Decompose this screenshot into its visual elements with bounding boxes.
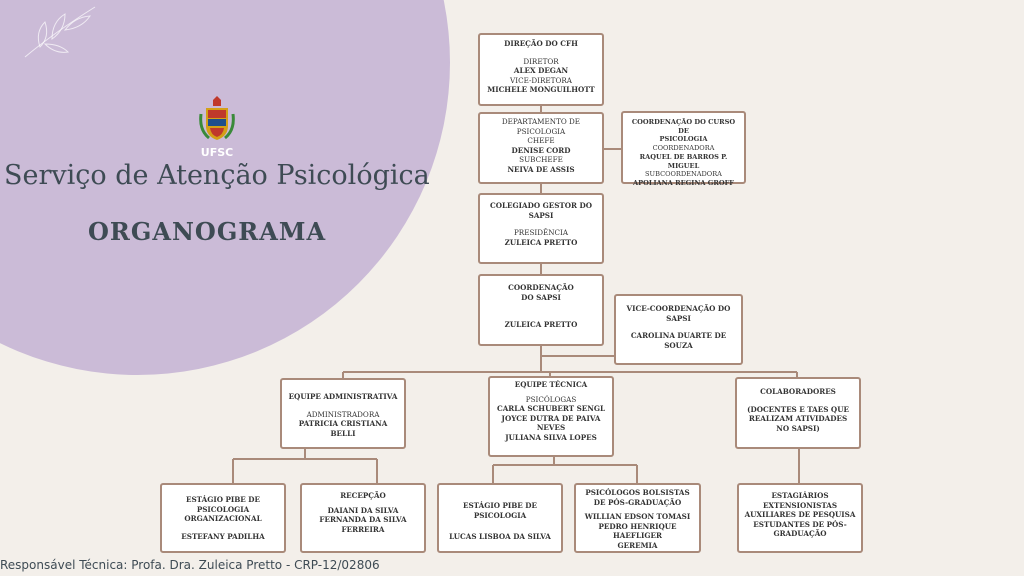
colab-title: COLABORADORES [760,387,836,396]
colegiado-title2: SAPSI [528,210,554,220]
departamento-name1: DENISE CORD [511,145,571,155]
coord-curso-title2: PSICOLOGIA [659,135,708,144]
box-estagiarios [737,483,863,553]
colab-desc1: (DOCENTES E TAES QUE [747,404,849,414]
bolsistas-title2: DE PÓS-GRADUAÇÃO [593,497,682,507]
direcao-role2: VICE-DIRETORA [510,75,572,85]
direcao-title: DIREÇÃO DO CFH [504,39,578,48]
vice-title1: VICE-COORDENAÇÃO DO [626,304,731,313]
recepcao-title: RECEPÇÃO [340,491,386,500]
departamento-line2: PSICOLOGIA [516,126,566,136]
estagiarios-l4: ESTUDANTES DE PÓS- [753,519,847,529]
box-psicologos-bolsistas [574,483,701,553]
coord-curso-role2: SUBCOORDENADORA [645,170,722,179]
vice-title2: SAPSI [666,313,691,323]
coordenacao-title2: DO SAPSI [521,292,561,302]
box-equipe-tecnica [488,376,614,457]
direcao-name2: MICHELE MONGUILHOTT [487,85,595,94]
coordenacao-title1: COORDENAÇÃO [508,283,574,292]
box-estagio-organizacional [160,483,286,553]
colab-desc3: NO SAPSI) [776,423,820,433]
recepcao-name2: FERNANDA DA SILVA [319,515,407,524]
tecnica-name3: NEVES [536,423,566,432]
tecnica-role: PSICÓLOGAS [525,394,577,404]
tecnica-name1: CARLA SCHUBERT SENGL [496,404,606,413]
estagiarios-l1: ESTAGIÁRIOS [771,491,829,500]
estagiarios-l5: GRADUAÇÃO [773,529,827,538]
footer-responsavel: Responsável Técnica: Profa. Dra. Zuleica Pretto - CRP-12/02806 [0,558,380,572]
departamento-line1: DEPARTAMENTO DE [501,117,581,126]
estagio-psi-name: LUCAS LISBOA DA SILVA [449,532,551,541]
departamento-name2: NEIVA DE ASSIS [507,164,575,174]
colegiado-role: PRESIDÊNCIA [513,228,569,237]
estagio-org-title2: ORGANIZACIONAL [184,514,262,523]
box-recepcao [300,483,426,553]
box-departamento [478,112,604,184]
box-coordenacao-sapsi [478,274,604,346]
coord-curso-name2: APOLIANA REGINA GROFF [633,178,734,187]
box-coordenacao-curso [621,111,746,187]
colegiado-name: ZULEICA PRETTO [504,237,578,247]
box-estagio-psicologia [437,483,563,553]
box-colegiado [478,193,604,264]
estagiarios-l3: AUXILIARES DE PESQUISA [744,510,856,519]
recepcao-name1: DAIANI DA SILVA [327,505,399,515]
direcao-role1: DIRETOR [523,56,559,66]
tecnica-title: EQUIPE TÉCNICA [514,380,588,389]
departamento-role2: SUBCHEFE [519,155,563,164]
adm-name: PATRICIA CRISTIANA BELLI [298,419,388,438]
box-equipe-administrativa [280,378,406,449]
logo-text: UFSC [200,146,234,159]
bolsistas-title1: PSICÓLOGOS BOLSISTAS [585,488,690,497]
coord-curso-role1: COORDENADORA [652,144,715,153]
coord-curso-title1: COORDENAÇÃO DO CURSO DE [631,118,736,135]
colegiado-title1: COLEGIADO GESTOR DO [490,201,592,210]
estagio-org-name: ESTEFANY PADILHA [181,531,265,541]
bolsistas-name1: WILLIAN EDSON TOMASI [584,512,691,521]
direcao-name1: ALEX DEGAN [513,66,569,75]
bolsistas-name2: PEDRO HENRIQUE HAEFLIGER [598,521,677,540]
box-vice-coordenacao [614,294,743,365]
box-direcao-cfh [478,33,604,106]
recepcao-name3: FERREIRA [341,524,385,534]
adm-title: EQUIPE ADMINISTRATIVA [288,392,398,401]
estagiarios-l2: EXTENSIONISTAS [762,500,838,510]
estagio-org-title1: ESTÁGIO PIBE DE PSICOLOGIA [186,495,260,514]
vice-name1: CAROLINA DUARTE DE [630,331,727,340]
page-title: Serviço de Atenção Psicológica [4,160,430,191]
tecnica-name4: JULIANA SILVA LOPES [505,432,597,442]
estagio-psi-title: ESTÁGIO PIBE DE PSICOLOGIA [463,501,537,520]
coordenacao-name: ZULEICA PRETTO [504,320,578,329]
coord-curso-name1: RAQUEL DE BARROS P. MIGUEL [639,152,728,170]
adm-role: ADMINISTRADORA [306,409,380,419]
tecnica-name2: JOYCE DUTRA DE PAIVA [501,413,601,423]
box-colaboradores [735,377,861,449]
departamento-role1: CHEFE [527,136,555,145]
colab-desc2: REALIZAM ATIVIDADES [748,414,848,423]
bolsistas-name3: GEREMIA [617,540,658,550]
page-subtitle: ORGANOGRAMA [88,217,327,246]
vice-name2: SOUZA [664,340,693,350]
